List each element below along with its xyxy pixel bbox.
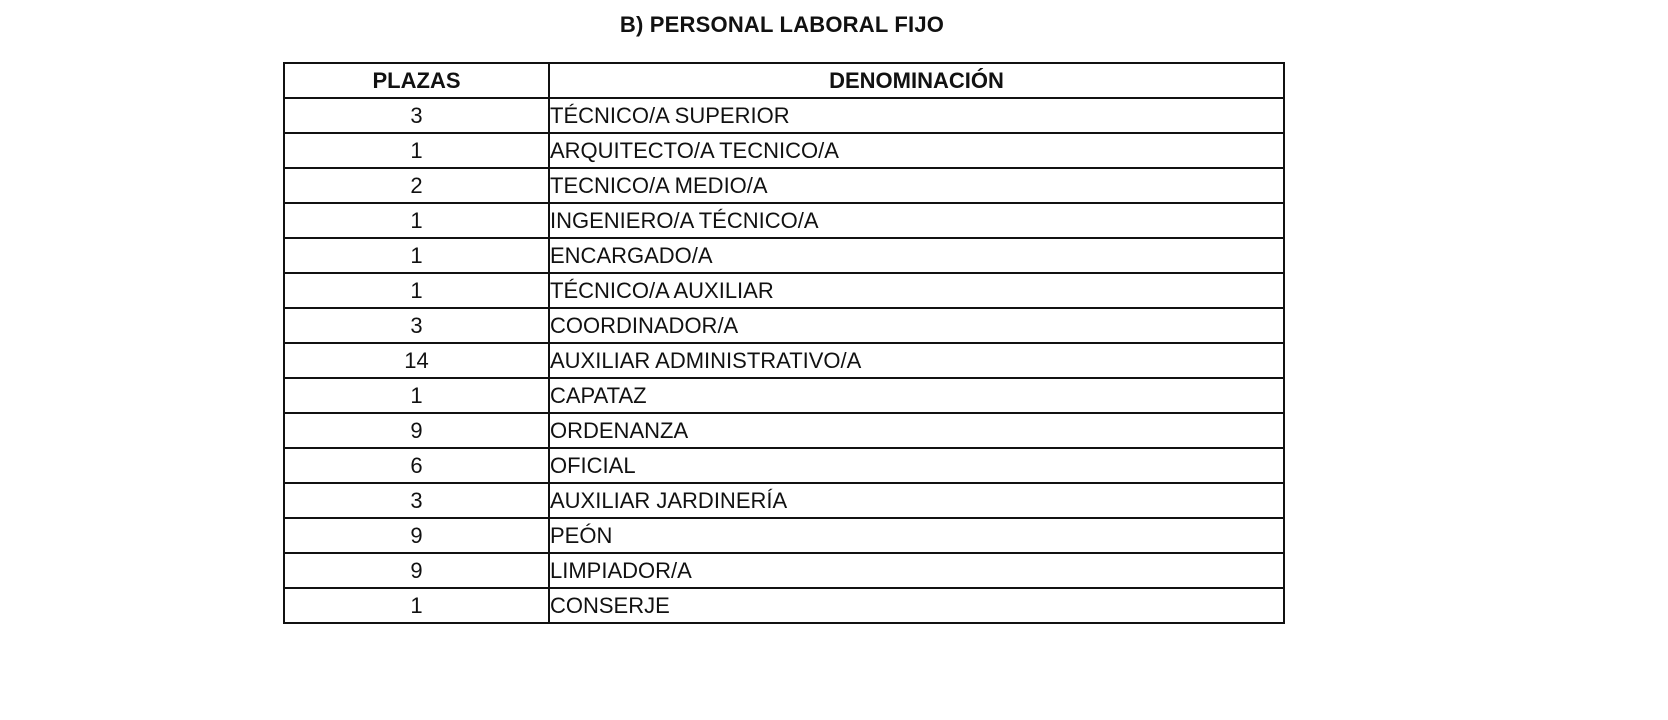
cell-denominacion: CONSERJE	[549, 588, 1284, 623]
table-row	[284, 378, 1284, 413]
cell-plazas: 3	[284, 98, 549, 133]
staff-table	[283, 62, 1285, 624]
cell-denominacion: COORDINADOR/A	[549, 308, 1284, 343]
cell-plazas: 1	[284, 203, 549, 238]
cell-denominacion: AUXILIAR JARDINERÍA	[549, 483, 1284, 518]
table-row	[284, 413, 1284, 448]
page-title: B) PERSONAL LABORAL FIJO	[619, 12, 945, 37]
cell-plazas: 6	[284, 448, 549, 483]
cell-plazas: 14	[284, 343, 549, 378]
cell-plazas: 2	[284, 168, 549, 203]
cell-denominacion: TECNICO/A MEDIO/A	[549, 168, 1284, 203]
cell-denominacion: ORDENANZA	[549, 413, 1284, 448]
cell-denominacion: ARQUITECTO/A TECNICO/A	[549, 133, 1284, 168]
cell-denominacion: TÉCNICO/A AUXILIAR	[549, 273, 1284, 308]
table-row	[284, 518, 1284, 553]
cell-plazas: 1	[284, 238, 549, 273]
table-row	[284, 483, 1284, 518]
cell-plazas: 3	[284, 483, 549, 518]
cell-denominacion: AUXILIAR ADMINISTRATIVO/A	[549, 343, 1284, 378]
cell-plazas: 1	[284, 133, 549, 168]
table-body	[284, 98, 1284, 623]
table-row	[284, 308, 1284, 343]
cell-denominacion: OFICIAL	[549, 448, 1284, 483]
cell-plazas: 1	[284, 378, 549, 413]
cell-plazas: 1	[284, 273, 549, 308]
header-row	[284, 63, 1284, 98]
cell-denominacion: PEÓN	[549, 518, 1284, 553]
table-row	[284, 203, 1284, 238]
cell-plazas: 9	[284, 413, 549, 448]
cell-denominacion: ENCARGADO/A	[549, 238, 1284, 273]
table-row	[284, 553, 1284, 588]
table-row	[284, 273, 1284, 308]
table-row	[284, 168, 1284, 203]
cell-denominacion: INGENIERO/A TÉCNICO/A	[549, 203, 1284, 238]
cell-plazas: 3	[284, 308, 549, 343]
cell-denominacion: TÉCNICO/A SUPERIOR	[549, 98, 1284, 133]
table-header	[284, 63, 1284, 98]
table-row	[284, 133, 1284, 168]
cell-plazas: 9	[284, 553, 549, 588]
cell-plazas: 9	[284, 518, 549, 553]
table-row	[284, 98, 1284, 133]
table-row	[284, 448, 1284, 483]
header-denominacion: DENOMINACIÓN	[549, 63, 1284, 98]
table-row	[284, 238, 1284, 273]
cell-denominacion: LIMPIADOR/A	[549, 553, 1284, 588]
table-row	[284, 343, 1284, 378]
table-row	[284, 588, 1284, 623]
cell-denominacion: CAPATAZ	[549, 378, 1284, 413]
cell-plazas: 1	[284, 588, 549, 623]
header-plazas: PLAZAS	[284, 63, 549, 98]
